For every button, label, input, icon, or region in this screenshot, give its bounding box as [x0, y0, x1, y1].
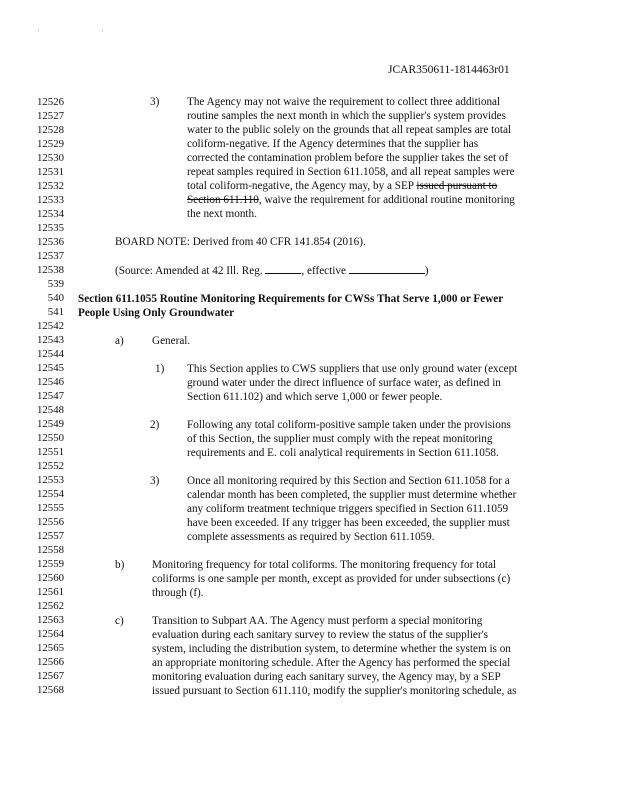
line-number: 12543	[37, 334, 64, 346]
line-number: 12551	[37, 446, 64, 458]
subsection-b-line-1: Monitoring frequency for total coliforms. The monitoring frequency for total	[152, 559, 497, 571]
item-3-line-3: water to the public solely on the grounds that all repeat samples are total	[187, 124, 512, 136]
item-3-line-9: the next month.	[187, 208, 257, 220]
line-number: 12534	[37, 208, 64, 220]
line-number: 12562	[37, 600, 64, 612]
line-number: 12556	[37, 516, 64, 528]
subsection-c-line-2: evaluation during each sanitary survey to review the status of the supplier's	[152, 629, 488, 641]
line-number: 12527	[37, 110, 64, 122]
subsection-b-line-2: coliforms is one sample per month, except as provided for under subsections (c)	[152, 573, 511, 585]
item-a1-marker: 1)	[155, 363, 165, 375]
subsection-a-title: General.	[152, 335, 191, 347]
line-number: 12529	[37, 138, 64, 150]
item-3-line-7-text: total coliform-negative, the Agency may, by a SEP	[187, 180, 417, 192]
line-number: 12547	[37, 390, 64, 402]
blank-register	[265, 264, 301, 274]
source-post: )	[424, 265, 429, 277]
subsection-c-line-4: an appropriate monitoring schedule. After the Agency has performed the special	[152, 657, 511, 669]
source-mid: , effective	[301, 265, 349, 277]
item-a2-line-2: of this Section, the supplier must comply with the repeat monitoring	[187, 433, 493, 445]
line-number: 12554	[37, 488, 64, 500]
subsection-b-marker: b)	[115, 559, 125, 571]
line-number: 12549	[37, 418, 64, 430]
line-number: 12542	[37, 320, 64, 332]
item-a3-line-4: have been exceeded. If any trigger has been exceeded, the supplier must	[187, 517, 510, 529]
subsection-c-line-3: system, including the distribution system, to determine whether the system is on	[152, 643, 511, 655]
line-number: 12566	[37, 656, 64, 668]
line-number: 539	[47, 278, 64, 290]
line-number: 12550	[37, 432, 64, 444]
section-heading-line-2: People Using Only Groundwater	[78, 307, 235, 319]
line-number: 12568	[37, 684, 64, 696]
item-a1-line-3: Section 611.102) and which serve 1,000 or fewer people.	[187, 391, 443, 403]
item-a3-line-3: any coliform treatment technique triggers specified in Section 611.1059	[187, 503, 509, 515]
line-number: 12530	[37, 152, 64, 164]
blank-effective-date	[349, 264, 425, 274]
line-number: 12537	[37, 250, 64, 262]
subsection-b-line-3: through (f).	[152, 587, 204, 599]
line-number: 12544	[37, 348, 64, 360]
source-pre: (Source: Amended at 42 Ill. Reg.	[115, 265, 266, 277]
subsection-c-line-6: issued pursuant to Section 611.110, modify the supplier's monitoring schedule, as	[152, 685, 517, 697]
line-number: 12548	[37, 404, 64, 416]
line-number: 12526	[37, 96, 64, 108]
line-number: 540	[47, 292, 64, 304]
line-number: 12552	[37, 460, 64, 472]
subsection-c-line-5: monitoring evaluation during each sanitary survey, the Agency may, by a SEP	[152, 671, 501, 683]
item-a2-line-3: requirements and E. coli analytical requirements in Section 611.1058.	[187, 447, 499, 459]
item-3-line-2: routine samples the next month in which the supplier's system provides	[187, 110, 506, 122]
item-a3-line-5: complete assessments as required by Section 611.1059.	[187, 531, 435, 543]
item-a2-line-1: Following any total coliform-positive sample taken under the provisions	[187, 419, 511, 431]
line-number: 12561	[37, 586, 64, 598]
struck-text: Section 611.110	[187, 194, 259, 206]
scan-marks: ' '	[38, 28, 133, 37]
item-3-line-8	[187, 194, 515, 206]
item-a3-line-2: calendar month has been completed, the supplier must determine whether	[187, 489, 517, 501]
board-note: BOARD NOTE: Derived from 40 CFR 141.854 (2016).	[115, 236, 366, 248]
line-number: 12538	[37, 264, 64, 276]
line-number: 12565	[37, 642, 64, 654]
line-number: 12563	[37, 614, 64, 626]
item-a1-line-1: This Section applies to CWS suppliers that use only ground water (except	[187, 363, 518, 375]
line-number: 12533	[37, 194, 64, 206]
line-number: 12531	[37, 166, 64, 178]
line-number: 12555	[37, 502, 64, 514]
subsection-c-marker: c)	[115, 615, 124, 627]
line-number: 12567	[37, 670, 64, 682]
struck-text: issued pursuant to	[416, 180, 498, 192]
line-number: 12553	[37, 474, 64, 486]
item-3-line-4: coliform-negative. If the Agency determines that the supplier has	[187, 138, 479, 150]
source-note	[115, 264, 428, 277]
item-3-line-8-text: , waive the requirement for additional routine monitoring	[258, 194, 515, 206]
line-number: 12559	[37, 558, 64, 570]
line-number: 12560	[37, 572, 64, 584]
line-number: 12564	[37, 628, 64, 640]
line-number: 12536	[37, 236, 64, 248]
item-a1-line-2: ground water under the direct influence of surface water, as defined in	[187, 377, 501, 389]
item-a3-line-1: Once all monitoring required by this Section and Section 611.1058 for a	[187, 475, 510, 487]
line-number: 12532	[37, 180, 64, 192]
section-heading-line-1: Section 611.1055 Routine Monitoring Requirements for CWSs That Serve 1,000 or Fewer	[78, 293, 504, 305]
line-number: 12557	[37, 530, 64, 542]
item-a2-marker: 2)	[150, 419, 160, 431]
item-3-line-5: corrected the contamination problem before the supplier takes the set of	[187, 152, 509, 164]
line-number: 12535	[37, 222, 64, 234]
document-id: JCAR350611-1814463r01	[388, 64, 510, 76]
line-number: 12558	[37, 544, 64, 556]
subsection-a-marker: a)	[115, 335, 124, 347]
item-3-line-1: The Agency may not waive the requirement to collect three additional	[187, 96, 501, 108]
item-a3-marker: 3)	[150, 475, 160, 487]
item-3-line-7	[187, 180, 497, 192]
line-number: 541	[47, 306, 64, 318]
line-number: 12545	[37, 362, 64, 374]
line-number: 12546	[37, 376, 64, 388]
item-3-line-6: repeat samples required in Section 611.1058, and all repeat samples were	[187, 166, 515, 178]
subsection-c-line-1: Transition to Subpart AA. The Agency must perform a special monitoring	[152, 615, 483, 627]
line-number: 12528	[37, 124, 64, 136]
item-3-marker: 3)	[150, 96, 160, 108]
